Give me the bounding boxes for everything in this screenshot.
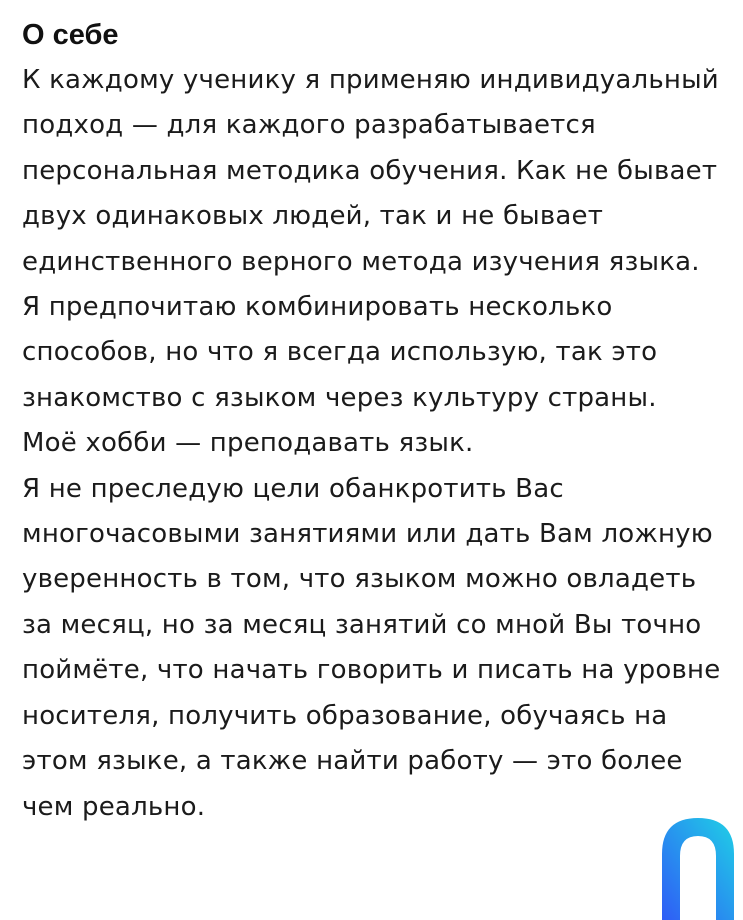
section-title: О себе — [22, 19, 119, 51]
about-paragraph: К каждому ученику я применяю индивидуальный подход — для каждого разрабатывается персональная методика обучения. Как не бывает двух одинаковых людей, так и не бывает единственного верного метода изучения языка. — [22, 65, 719, 277]
brand-logo-icon — [654, 812, 742, 920]
about-paragraph: Я предпочитаю комбинировать несколько способов, но что я всегда использую, так это знакомство с языком через культуру страны. — [22, 292, 658, 413]
about-paragraph: Моё хобби — преподавать язык. — [22, 428, 474, 459]
about-paragraph: Я не преследую цели обанкротить Вас многочасовыми занятиями или дать Вам ложную уверенность в том, что языком можно овладеть за месяц, но за месяц занятий со мной Вы точно поймёте, что начать говорить и писать на уровне носителя, получить образование, обучаясь на этом языке, а также найти работу — это более чем реально. — [22, 473, 721, 822]
about-text — [22, 58, 727, 830]
brand-logo — [648, 812, 742, 920]
